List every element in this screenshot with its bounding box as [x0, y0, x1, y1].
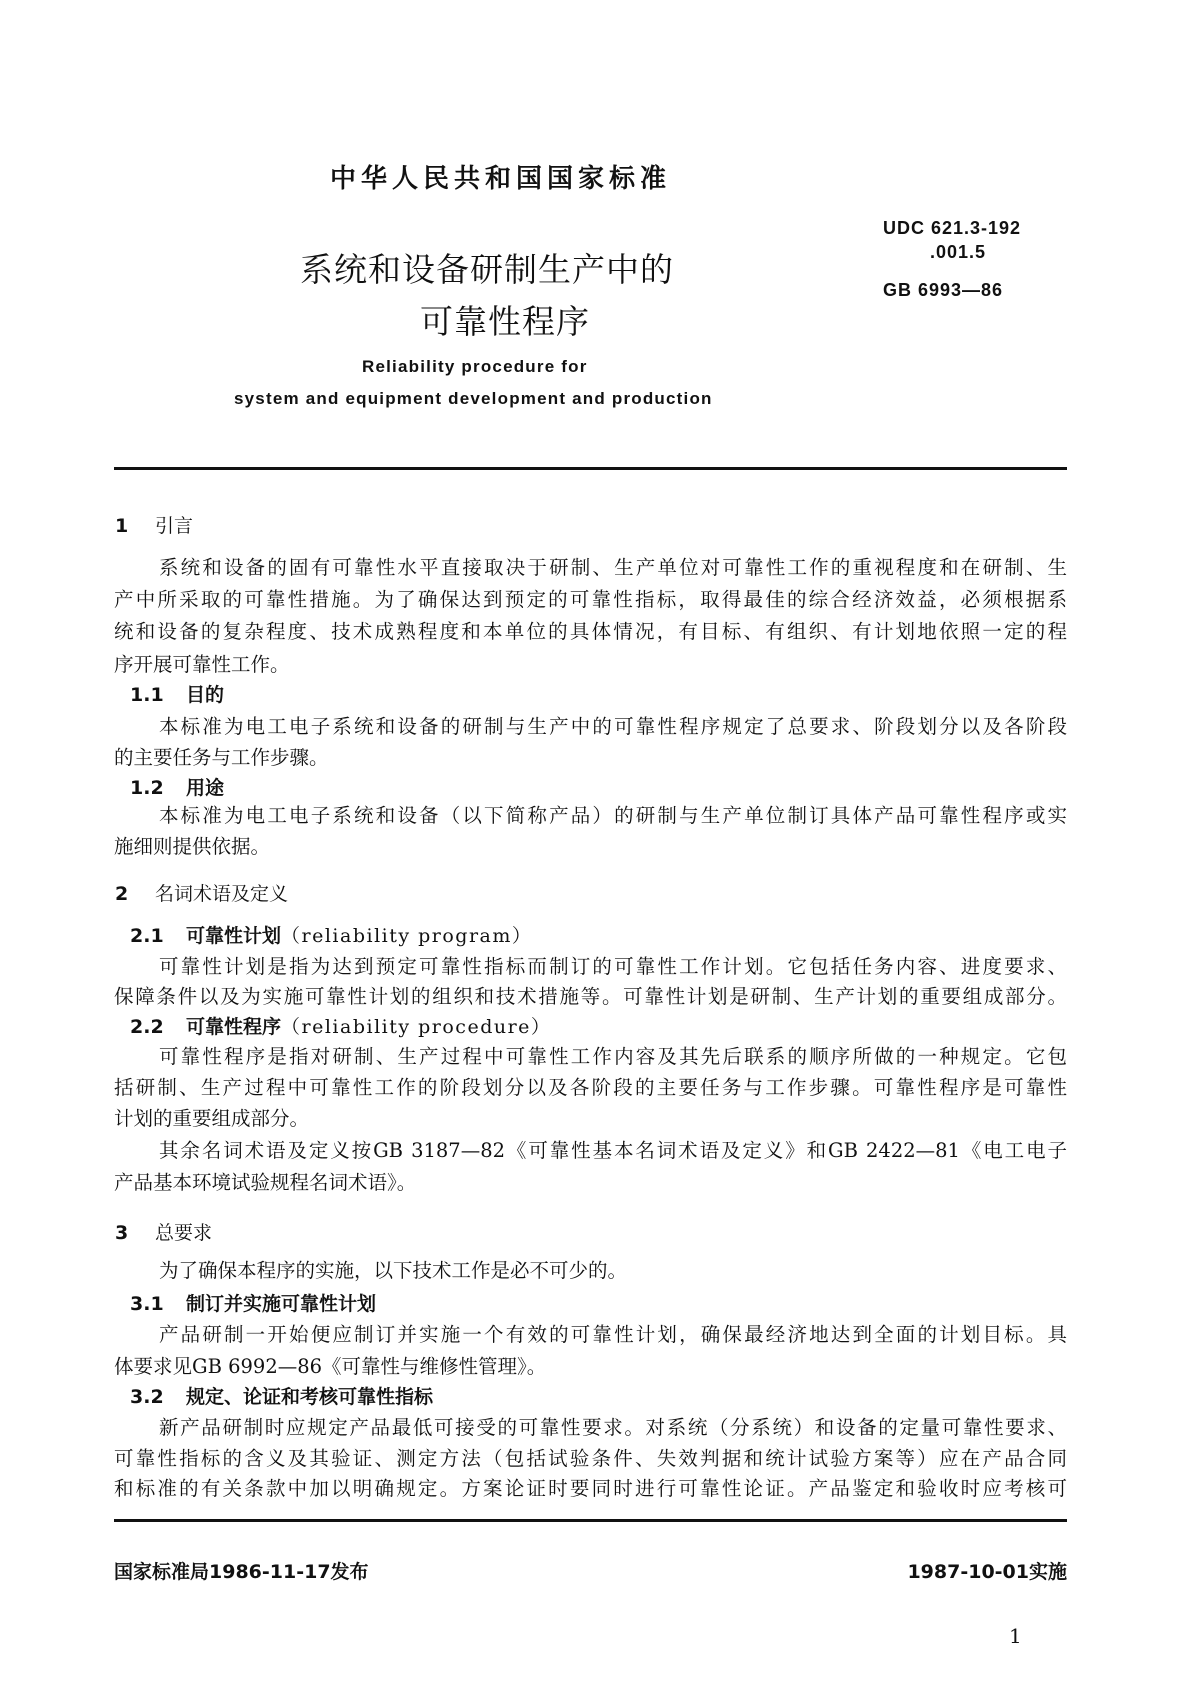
paragraph-line: 序开展可靠性工作。	[114, 653, 290, 676]
english-title-line2: system and equipment development and production	[234, 389, 713, 408]
paragraph-line: 可靠性指标的含义及其验证、测定方法（包括试验条件、失效判据和统计试验方案等）应在产品合同	[114, 1447, 1067, 1470]
section-title: 目的	[186, 684, 225, 706]
paragraph-line: 产中所采取的可靠性措施。为了确保达到预定的可靠性指标，取得最佳的综合经济效益，必须根据系	[114, 588, 1067, 611]
section-number: 2.1	[130, 925, 164, 947]
paragraph-line: 本标准为电工电子系统和设备的研制与生产中的可靠性程序规定了总要求、阶段划分以及各阶段	[159, 715, 1067, 738]
header-divider	[114, 467, 1067, 470]
section-title: 名词术语及定义	[155, 883, 289, 905]
paragraph-line: 施细则提供依据。	[114, 835, 271, 858]
paragraph-line: 为了确保本程序的实施，以下技术工作是必不可少的。	[159, 1259, 628, 1282]
section-term-english: （reliability procedure）	[281, 1016, 552, 1038]
section-heading	[130, 1384, 433, 1410]
section-number: 3.2	[130, 1386, 164, 1408]
issue-date: 国家标准局1986-11-17发布	[114, 1561, 369, 1583]
effective-date: 1987-10-01实施	[907, 1561, 1067, 1583]
paragraph-line: 和标准的有关条款中加以明确规定。方案论证时要同时进行可靠性论证。产品鉴定和验收时应考核可	[114, 1477, 1067, 1500]
paragraph-line: 系统和设备的固有可靠性水平直接取决于研制、生产单位对可靠性工作的重视程度和在研制、生	[159, 556, 1067, 579]
section-title: 可靠性计划	[186, 925, 282, 947]
section-title: 总要求	[155, 1222, 213, 1244]
paragraph-line: 保障条件以及为实施可靠性计划的组织和技术措施等。可靠性计划是研制、生产计划的重要组成部分。	[114, 985, 1067, 1008]
section-number: 1.1	[130, 684, 164, 706]
section-title: 引言	[155, 515, 194, 537]
section-title: 规定、论证和考核可靠性指标	[186, 1386, 434, 1408]
standard-number: GB 6993—86	[883, 280, 1004, 300]
paragraph-line: 可靠性计划是指为达到预定可靠性指标而制订的可靠性工作计划。它包括任务内容、进度要求、	[159, 955, 1067, 978]
document-title-line2: 可靠性程序	[420, 302, 590, 341]
section-heading	[115, 881, 288, 907]
paragraph-line: 其余名词术语及定义按GB 3187—82《可靠性基本名词术语及定义》和GB 2422—81《电工电子	[159, 1139, 1067, 1162]
section-number: 1.2	[130, 777, 164, 799]
paragraph-line: 的主要任务与工作步骤。	[114, 746, 329, 769]
page-number: 1	[1009, 1624, 1022, 1648]
paragraph-line: 可靠性程序是指对研制、生产过程中可靠性工作内容及其先后联系的顺序所做的一种规定。它包	[159, 1045, 1067, 1068]
paragraph-line: 计划的重要组成部分。	[114, 1107, 310, 1130]
paragraph-line: 新产品研制时应规定产品最低可接受的可靠性要求。对系统（分系统）和设备的定量可靠性要求、	[159, 1416, 1067, 1439]
paragraph-line: 产品基本环境试验规程名词术语》。	[114, 1171, 417, 1194]
paragraph-line: 体要求见GB 6992—86《可靠性与维修性管理》。	[114, 1355, 547, 1378]
document-title-line1: 系统和设备研制生产中的	[300, 250, 674, 289]
section-title: 制订并实施可靠性计划	[186, 1293, 377, 1315]
english-title-line1: Reliability procedure for	[362, 357, 588, 376]
section-heading	[130, 923, 532, 949]
paragraph-line: 统和设备的复杂程度、技术成熟程度和本单位的具体情况，有目标、有组织、有计划地依照一定的程	[114, 620, 1067, 643]
section-number: 3	[115, 1222, 129, 1244]
udc-code-line2: .001.5	[930, 242, 987, 262]
section-title: 可靠性程序	[186, 1016, 282, 1038]
section-heading	[115, 513, 193, 539]
section-number: 1	[115, 515, 129, 537]
section-heading	[130, 1014, 551, 1040]
udc-code-line1: UDC 621.3-192	[883, 218, 1022, 238]
section-number: 2.2	[130, 1016, 164, 1038]
paragraph-line: 产品研制一开始便应制订并实施一个有效的可靠性计划，确保最经济地达到全面的计划目标。具	[159, 1323, 1067, 1346]
section-number: 3.1	[130, 1293, 164, 1315]
section-heading	[130, 775, 224, 801]
paragraph-line: 本标准为电工电子系统和设备（以下简称产品）的研制与生产单位制订具体产品可靠性程序或实	[159, 804, 1067, 827]
section-heading	[130, 682, 224, 708]
footer-divider	[114, 1519, 1067, 1522]
section-number: 2	[115, 883, 129, 905]
section-title: 用途	[186, 777, 225, 799]
paragraph-line: 括研制、生产过程中可靠性工作的阶段划分以及各阶段的主要任务与工作步骤。可靠性程序是可靠性	[114, 1076, 1067, 1099]
document-org-header: 中华人民共和国国家标准	[330, 164, 672, 194]
section-heading	[115, 1220, 212, 1246]
section-term-english: （reliability program）	[281, 925, 533, 947]
section-heading	[130, 1291, 376, 1317]
